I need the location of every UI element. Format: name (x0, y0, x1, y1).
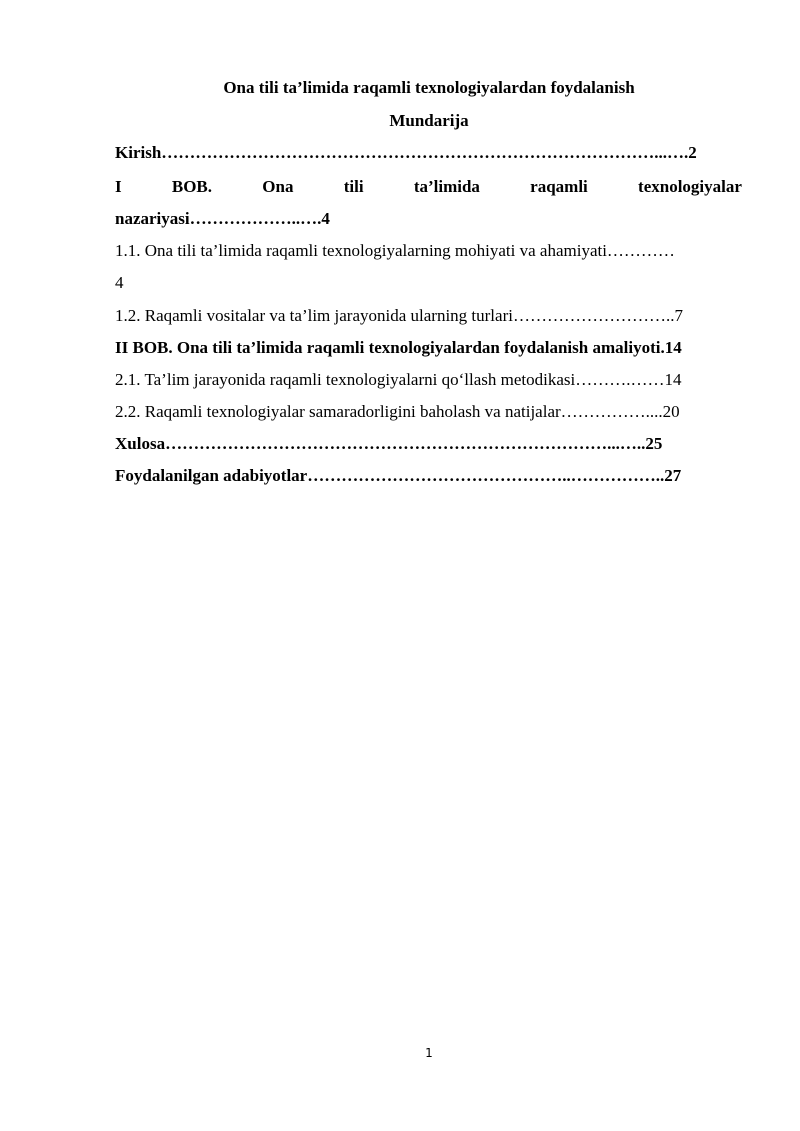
toc-entry-1-1-page: 4 (115, 273, 124, 292)
toc-entry-xulosa: Xulosa……………………………………………………………………...…..25 (115, 434, 663, 453)
toc-entry-kirish: Kirish……………………………………………………………………………...….2 (115, 143, 697, 162)
toc-entry-adabiyotlar: Foydalanilgan adabiyotlar………………………………………..……………..27 (115, 466, 682, 485)
toc-entry-bob1 (115, 177, 742, 197)
toc-entry-1-1: 1.1. Ona tili ta’limida raqamli texnologiyalarning mohiyati va ahamiyati………… (115, 241, 675, 260)
toc-heading: Mundarija (389, 111, 469, 130)
toc-entry-2-1: 2.1. Ta’lim jarayonida raqamli texnologiyalarni qo‘llash metodikasi……….……14 (115, 370, 682, 389)
toc-word: tili (343, 177, 364, 196)
toc-entry-bob2: II BOB. Ona tili ta’limida raqamli texnologiyalardan foydalanish amaliyoti.14 (115, 338, 682, 357)
toc-entry-1-2: 1.2. Raqamli vositalar va ta’lim jarayonida ularning turlari………………………..7 (115, 306, 683, 325)
toc-word: ta’limida (413, 177, 480, 196)
page-number: 1 (425, 1046, 433, 1060)
toc-word: raqamli (530, 177, 588, 196)
toc-entry-bob1-continuation: nazariyasi………………..….4 (115, 209, 330, 228)
toc-entry-2-2: 2.2. Raqamli texnologiyalar samaradorligini baholash va natijalar……………....20 (115, 402, 680, 421)
toc-word: Ona (262, 177, 294, 196)
document-title: Ona tili ta’limida raqamli texnologiyalardan foydalanish (223, 78, 635, 97)
toc-word: I (115, 177, 122, 196)
toc-word: texnologiyalar (638, 177, 742, 196)
toc-word: BOB. (171, 177, 213, 196)
